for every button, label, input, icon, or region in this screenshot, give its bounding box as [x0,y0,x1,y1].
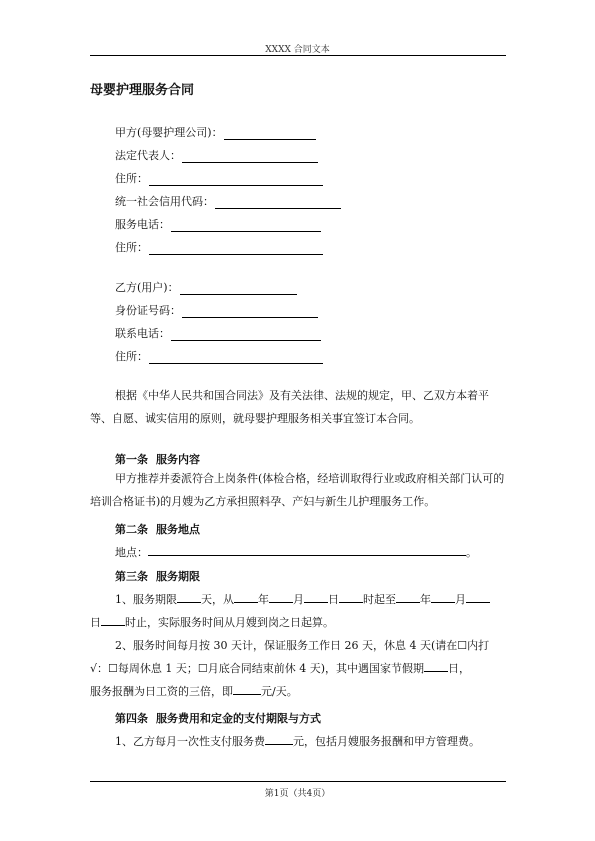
party-a-company-label: 甲方(母婴护理公司)： [115,126,223,139]
party-b-phone-label: 联系电话： [115,327,170,340]
term-text-h: 月 [455,593,466,606]
term-text-b: 天，从 [201,593,234,606]
article-1-title: 服务内容 [156,453,200,466]
term-text-g: 年 [420,593,431,606]
party-b-address-row [115,348,323,364]
header-text: XXXX 合同文本 [265,45,330,55]
party-a-rep-row [115,147,318,163]
party-a-address-blank [149,174,323,186]
party-b-user-row [115,279,297,295]
party-a-rep-blank [182,151,318,163]
article-3-p1-line2 [90,614,334,630]
end-hour-blank [101,615,125,626]
term-text-e: 日 [328,593,339,606]
start-hour-blank [339,592,363,603]
article-2-location-row [115,544,477,560]
party-a-rep-label: 法定代表人： [115,149,181,162]
location-end: 。 [466,546,477,559]
location-blank [148,545,466,556]
article-1-heading [115,451,200,467]
term-text-f: 时起至 [363,593,396,606]
footer-rule [90,781,506,782]
party-a-company-blank [224,128,316,140]
term-text-c: 年 [258,593,269,606]
end-day-blank [466,592,490,603]
party-a-address2-row [115,239,323,255]
party-a-credit-row [115,193,341,209]
article-4-title: 服务费用和定金的支付期限与方式 [156,712,321,725]
service-time-text-2a: √：☐每周休息 1 天；☐月底合同结束前休 4 天)，其中遇国家节假期 [90,662,425,675]
article-1-number: 第一条 [115,453,148,466]
term-days-blank [177,592,201,603]
service-time-text-2b: 日， [448,662,471,675]
article-3-p2-line2 [90,660,470,676]
party-a-phone-label: 服务电话： [115,218,170,231]
fee-text-b: 元，包括月嫂服务报酬和甲方管理费。 [293,735,480,748]
party-b-address-label: 住所： [115,350,148,363]
term-text-i: 日 [90,616,101,629]
party-b-address-blank [149,352,323,364]
article-3-number: 第三条 [115,570,148,583]
article-4-number: 第四条 [115,712,148,725]
party-a-credit-label: 统一社会信用代码： [115,195,214,208]
term-text-d: 月 [293,593,304,606]
party-a-address-label: 住所： [115,172,148,185]
article-2-title: 服务地点 [156,523,200,536]
article-3-heading [115,568,200,584]
service-time-text-3b: 元/天。 [261,685,298,698]
party-a-company-row [115,124,316,140]
party-b-phone-blank [171,329,321,341]
service-time-text-3a: 服务报酬为日工资的三倍，即 [90,685,233,698]
article-3-p2-line3 [90,683,298,699]
party-a-phone-row [115,216,321,232]
article-4-heading [115,710,321,726]
term-text-a: 1、服务期限 [115,593,177,606]
page-number: 第1页（共4页） [264,789,331,799]
article-3-p1-line1 [115,591,490,607]
term-text-j: 时止，实际服务时间从月嫂到岗之日起算。 [125,616,334,629]
party-a-phone-blank [171,220,321,232]
contract-title: 母婴护理服务合同 [90,83,195,98]
article-2-heading [115,521,200,537]
party-b-id-row [115,302,318,318]
party-a-address-row [115,170,323,186]
article-3-title: 服务期限 [156,570,200,583]
article-4-p1 [115,733,480,749]
holiday-days-blank [424,661,448,672]
start-year-blank [234,592,258,603]
party-a-address2-label: 住所： [115,241,148,254]
start-month-blank [269,592,293,603]
party-b-id-blank [182,306,318,318]
preamble-paragraph: 根据《中华人民共和国合同法》及有关法律、法规的规定，甲、乙双方本着平等、自愿、诚实信用的原则，就母婴护理服务相关事宜签订本合同。 [90,389,489,425]
start-day-blank [304,592,328,603]
party-b-user-label: 乙方(用户)： [115,281,179,294]
monthly-fee-blank [265,734,293,745]
article-2-number: 第二条 [115,523,148,536]
article-3-p2-line1 [115,637,489,653]
end-month-blank [431,592,455,603]
header-rule [90,55,506,56]
article-1-body: 甲方推荐并委派符合上岗条件(体检合格，经培训取得行业或政府相关部门认可的培训合格证书)的月嫂为乙方承担照料孕、产妇与新生儿护理服务工作。 [90,472,505,508]
party-b-user-blank [180,283,297,295]
party-a-address2-blank [149,243,323,255]
holiday-rate-blank [233,684,261,695]
party-b-id-label: 身份证号码： [115,304,181,317]
service-time-text-1: 2、服务时间每月按 30 天计，保证服务工作日 26 天，休息 4 天(请在☐内打 [115,639,490,652]
party-a-credit-blank [215,197,341,209]
end-year-blank [396,592,420,603]
fee-text-a: 1、乙方每月一次性支付服务费 [115,735,265,748]
location-label: 地点： [115,546,148,559]
party-b-phone-row [115,325,321,341]
